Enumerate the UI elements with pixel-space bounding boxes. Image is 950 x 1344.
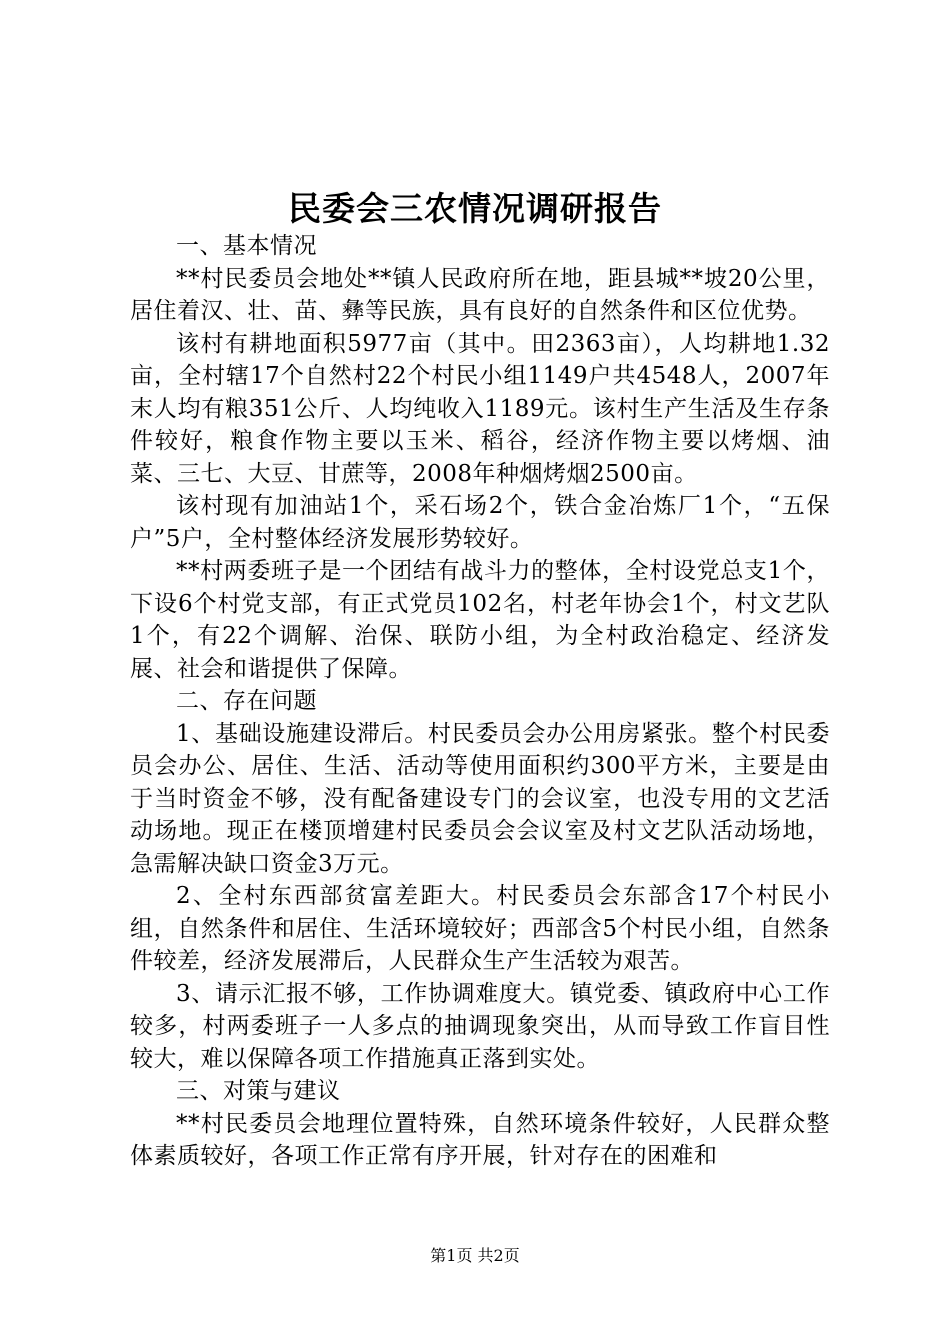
document-body <box>130 230 830 1173</box>
paragraph: 3、请示汇报不够，工作协调难度大。镇党委、镇政府中心工作较多，村两委班子一人多点的抽调现象突出，从而导致工作盲目性较大，难以保障各项工作措施真正落到实处。 <box>130 980 830 1072</box>
paragraph: 1、基础设施建设滞后。村民委员会办公用房紧张。整个村民委员会办公、居住、生活、活动等使用面积约300平方米，主要是由于当时资金不够，没有配备建设专门的会议室，也没专用的文艺活动场地。现正在楼顶增建村民委员会会议室及村文艺队活动场地，急需解决缺口资金3万元。 <box>130 720 830 877</box>
section-heading-problems: 二、存在问题 <box>176 688 317 714</box>
page-indicator: 第1页 共2页 <box>430 1246 520 1265</box>
paragraph: 该村有耕地面积5977亩（其中。田2363亩），人均耕地1.32亩，全村辖17个自然村22个村民小组1149户共4548人，2007年末人均有粮351公斤、人均纯收入1189元。该村生产生活及生存条件较好，粮食作物主要以玉米、稻谷，经济作物主要以烤烟、油菜、三七、大豆、甘蔗等，2008年种烟烤烟2500亩。 <box>130 330 830 487</box>
paragraph: **村两委班子是一个团结有战斗力的整体，全村设党总支1个，下设6个村党支部，有正式党员102名，村老年协会1个，村文艺队1个，有22个调解、治保、联防小组，为全村政治稳定、经济发展、社会和谐提供了保障。 <box>130 558 830 682</box>
paragraph: 该村现有加油站1个，采石场2个，铁合金冶炼厂1个，“五保户”5户，全村整体经济发展形势较好。 <box>130 493 830 552</box>
paragraph: **村民委员会地理位置特殊，自然环境条件较好，人民群众整体素质较好，各项工作正常有序开展，针对存在的困难和 <box>130 1110 830 1169</box>
section-heading-suggestions: 三、对策与建议 <box>176 1078 341 1104</box>
paragraph: 2、全村东西部贫富差距大。村民委员会东部含17个村民小组，自然条件和居住、生活环境较好；西部含5个村民小组，自然条件较差，经济发展滞后，人民群众生产生活较为艰苦。 <box>130 883 830 974</box>
document-title: 民委会三农情况调研报告 <box>288 189 662 228</box>
paragraph: **村民委员会地处**镇人民政府所在地，距县城**坡20公里，居住着汉、壮、苗、彝等民族，具有良好的自然条件和区位优势。 <box>130 265 830 324</box>
section-heading-basic: 一、基本情况 <box>176 233 317 259</box>
